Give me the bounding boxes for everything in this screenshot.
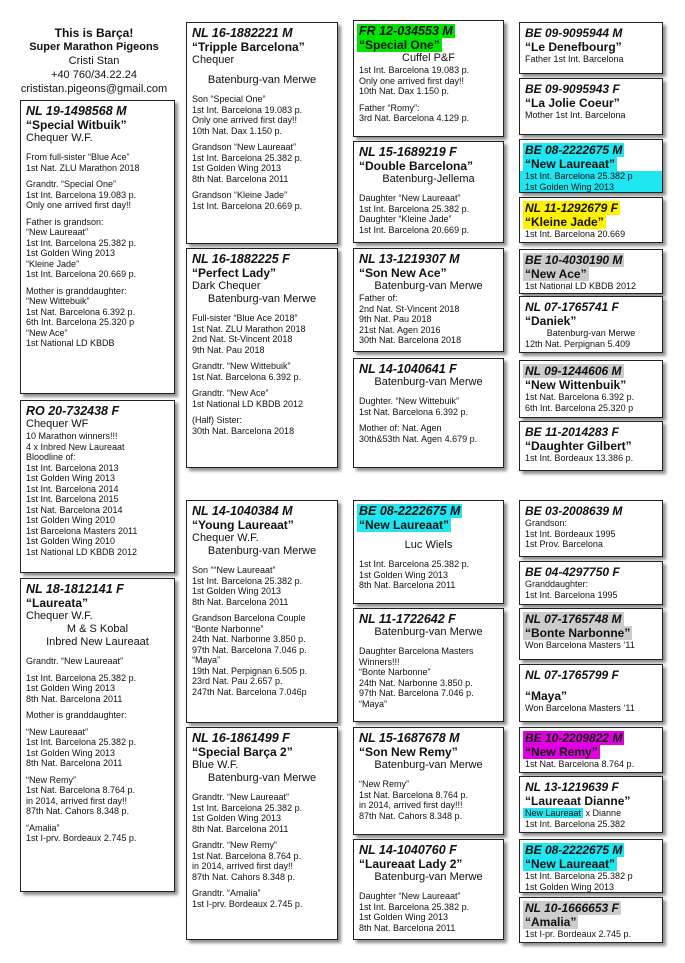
gen4-box-7 [519, 360, 663, 418]
pigeon-name: “Bonte Narbonne” [525, 626, 631, 640]
pedigree-info [525, 54, 657, 65]
gen4-box-16 [519, 897, 663, 943]
info-line: 8th Nat. Barcelona 2011 [359, 922, 456, 933]
info-line: Grandtr. “Amalia” [192, 888, 261, 898]
info-line: 1st Int. Barcelona 25.382 p. [359, 203, 470, 214]
gen4-box-12 [519, 664, 663, 722]
info-line: 1st Int. Barcelona 19.083 p. [26, 189, 137, 200]
info-line: 8th Nat. Barcelona 2011 [192, 823, 289, 834]
ring-number: NL 11-1722642 F [359, 612, 456, 626]
pigeon-color: Chequer W.F. [192, 532, 259, 544]
info-line: “New Laureaat” [26, 726, 89, 737]
info-line: 8th Nat. Barcelona 2011 [192, 596, 289, 607]
info-line: Grandson Barcelona Couple [192, 613, 306, 623]
ring-number: NL 16-1882225 F [192, 252, 290, 266]
info-line: 1st Golden Wing 2013 [192, 163, 282, 173]
info-line: 1st I-prv. Bordeaux 2.745 p. [192, 898, 303, 909]
info-line: 247th Nat. Barcelona 7.046p [192, 686, 307, 697]
pedigree-info [359, 559, 498, 591]
info-line: 97th Nat. Barcelona 7.046 p. [359, 688, 474, 698]
info-line: 3rd Nat. Barcelona 4.129 p. [359, 113, 470, 123]
info-line: Only one arrived first day!! [359, 75, 465, 86]
pigeon-name: “Daughter Gilbert” [525, 439, 632, 453]
pigeon-name: “Tripple Barcelona” [192, 40, 305, 54]
pigeon-color: Blue W.F. [192, 759, 239, 771]
info-line: 1st Int. Bordeaux 1995 [525, 528, 616, 539]
ring-number: NL 07-1765741 F [525, 300, 619, 314]
info-line: 1st National LD KBDB 2012 [26, 546, 138, 557]
breeder: M & S Kobal [66, 623, 129, 635]
info-line: 1st Int. Barcelona 2015 [26, 494, 119, 504]
info-line: “Bonte Narbonne” [192, 623, 264, 634]
info-line: 8th Nat. Barcelona 2011 [26, 693, 123, 704]
pigeon-name: “Special Barça 2” [192, 745, 293, 759]
info-line: Winners!!! [359, 656, 400, 667]
gen4-box-9 [519, 500, 663, 557]
gen2-box-4 [186, 727, 338, 940]
gen3-box-8 [353, 839, 504, 940]
info-line: 1st Nat. Barcelona 8.764 p. [359, 789, 469, 800]
info-line: 1st Int. Barcelona 1995 [525, 589, 618, 600]
ring-number: BE 10-4030190 M [525, 253, 623, 267]
pigeon-name: “Le Denefbourg” [525, 40, 622, 54]
info-line: From full-sister “Blue Ace” [26, 152, 130, 162]
info-line: 1st I-prv. Bordeaux 2.745 p. [26, 833, 137, 843]
info-line: 1st Int. Barcelona 25.382 p. [26, 672, 137, 683]
info-line: 1st Int. Barcelona 20.669 [525, 229, 626, 239]
info-line: “Amalia” [26, 822, 60, 833]
gen4-box-5 [519, 249, 663, 294]
info-line: Grandson “New Laureaat” [192, 142, 297, 152]
info-line: 1st Int. Barcelona 20.669 p. [192, 200, 303, 211]
pedigree-info [359, 891, 498, 933]
pedigree-info [525, 640, 657, 651]
info-line: 1st Int. Barcelona 25.382 p [525, 871, 633, 881]
ring-number: NL 18-1812141 F [26, 582, 124, 596]
info-line: Mother 1st Int. Barcelona [525, 110, 626, 120]
pigeon-name: “Special One” [359, 38, 440, 52]
info-line: “New Remy” [359, 779, 410, 789]
gen2-box-1 [186, 22, 338, 244]
highlight-parent: New Laureaat [525, 808, 582, 818]
pedigree-info [525, 339, 657, 350]
info-line: Grandtr. “New Laureaat” [192, 792, 290, 802]
pedigree-info [520, 171, 662, 192]
page-title: This is Barça! [54, 26, 134, 40]
info-line: 1st Nat. ZLU Marathon 2018 [192, 323, 306, 334]
info-line: 87th Nat. Cahors 8.348 p. [192, 871, 296, 882]
info-line: 1st Int. Barcelona 20.669 p. [26, 269, 137, 279]
pedigree-info [525, 703, 657, 714]
ring-number: BE 11-2014283 F [525, 425, 619, 439]
info-line: 8th Nat. Barcelona 2011 [359, 580, 456, 590]
breeder: Batenburg-van Merwe [207, 545, 317, 557]
breeder: Batenburg-van Merwe [374, 759, 483, 771]
breeder: Luc Wiels [404, 539, 453, 551]
info-line: 1st Int. Barcelona 2013 [26, 462, 119, 473]
info-line: 8th Nat. Barcelona 2011 [192, 173, 289, 184]
info-line: 10th Nat. Dax 1.150 p. [192, 125, 283, 136]
info-line: 1st Golden Wing 2013 [26, 747, 116, 758]
gen2-box-2 [186, 248, 338, 468]
info-line: 1st Int. Barcelona 25.382 [525, 818, 626, 829]
ring-number: BE 08-2222675 M [525, 143, 623, 157]
info-line: 1st Nat. ZLU Marathon 2018 [26, 162, 140, 173]
pigeon-name: “Laureaat Lady 2” [359, 857, 463, 871]
breeder: Batenburg-Jellema [382, 173, 475, 185]
info-line: 1st Nat. Barcelona 8.764 p. [26, 785, 136, 795]
info-line: 1st I-pr. Bordeaux 2.745 p. [525, 929, 632, 939]
info-line: 87th Nat. Cahors 8.348 p. [26, 806, 130, 816]
info-line: “New Wittebuik” [26, 296, 90, 306]
pigeon-name: “Special Witbuik” [26, 118, 127, 132]
ring-number: NL 15-1689219 F [359, 145, 457, 159]
info-line: Only one arrived first day!! [192, 115, 298, 125]
info-line: 1st Int. Barcelona 25.382 p. [26, 237, 137, 248]
info-line: 1st Golden Wing 2013 [525, 881, 615, 892]
info-line: Grandson “Kleine Jade” [192, 190, 288, 200]
pigeon-name: “Young Laureaat” [192, 518, 294, 532]
owner-name: Cristi Stan [68, 55, 120, 67]
gen3-box-7 [353, 727, 504, 835]
pigeon-color: Dark Chequer [192, 280, 261, 292]
ring-number: RO 20-732438 F [26, 404, 120, 418]
info-line: Won Barcelona Masters ‘11 [525, 640, 635, 650]
gen4-box-8 [519, 421, 663, 471]
gen4-box-1 [519, 22, 663, 74]
breeder: Batenburg-van Merwe [546, 328, 636, 338]
pigeon-name: “New Laureaat” [525, 157, 616, 171]
pigeon-name: “New Ace” [525, 267, 587, 281]
pedigree-info [359, 646, 498, 709]
info-line: 1st Barcelona Masters 2011 [26, 525, 138, 536]
ring-number: BE 03-2008639 M [525, 504, 623, 518]
owner-phone: +40 760/34.22.24 [51, 69, 137, 81]
breeder: Batenburg-van Merwe [207, 293, 317, 305]
pedigree-info [525, 110, 657, 121]
info-line: in 2014, arrived first day!!! [359, 800, 463, 810]
info-line: Grandtr. “New Remy” [192, 840, 278, 850]
info-line: “Kleine Jade” [26, 258, 80, 269]
info-line: 8th Nat. Barcelona 2011 [26, 758, 123, 768]
ring-number: NL 14-1040641 F [359, 362, 457, 376]
breeder: Batenburg-van Merwe [207, 772, 317, 784]
info-line: “Maya” [192, 655, 221, 665]
info-line: Grandtr. “New Ace” [192, 388, 269, 398]
pedigree-info [26, 152, 169, 349]
info-line: 6th Int. Barcelona 25.320 p [525, 402, 634, 413]
info-line: Bloodline of: [26, 452, 76, 462]
info-line: 1st National LD KBDB 2012 [192, 398, 304, 409]
info-line: “New Remy” [26, 774, 77, 785]
info-line: Grandtr. “New Laureaat” [26, 656, 124, 666]
pedigree-info [525, 229, 657, 240]
info-line: Dughter. “New Wittebuik” [359, 396, 460, 406]
pigeon-name: “New Wittenbuik” [525, 378, 627, 392]
info-line: 1st Int. Barcelona 25.382 p. [192, 802, 303, 813]
gen3-box-3 [353, 248, 504, 352]
pedigree-info [359, 293, 498, 346]
info-line: Daughter “New Laureaat” [359, 891, 461, 901]
info-line: Mother of: Nat. Agen [359, 423, 442, 433]
pigeon-name: “Laureata” [26, 596, 89, 610]
pedigree-info [192, 565, 332, 697]
info-line: Son ““New Laureaat” [192, 565, 276, 575]
breeding-note: Inbred New Laureaat [46, 636, 149, 648]
pedigree-info [525, 392, 657, 413]
gen4-box-14 [519, 776, 663, 833]
gen3-box-1 [353, 20, 504, 137]
ring-number: NL 13-1219639 F [525, 780, 619, 794]
pedigree-info [525, 518, 657, 550]
ring-number: NL 14-1040760 F [359, 843, 457, 857]
info-line: 1st Nat. Barcelona 8.764 p. [192, 850, 302, 861]
ring-number: NL 13-1219307 M [359, 252, 460, 266]
info-line: Daughter Barcelona Masters [359, 646, 474, 656]
info-line: 1st Golden Wing 2013 [359, 912, 449, 922]
info-line: 4 x Inbred New Laureaat [26, 441, 125, 452]
pigeon-name: “New Laureaat” [359, 518, 450, 532]
info-line: Grandtr. “Special One” [26, 179, 117, 189]
info-line: 12th Nat. Perpignan 5.409 [525, 338, 631, 349]
ring-number: NL 15-1687678 M [359, 731, 460, 745]
info-line: 1st Int. Barcelona 19.083 p. [192, 104, 303, 115]
info-line: Father is grandson: [26, 216, 104, 227]
pigeon-name: “Perfect Lady” [192, 266, 277, 280]
info-line: 1st Int. Barcelona 19.083 p. [359, 65, 470, 75]
info-line: Only one arrived first day!! [26, 200, 132, 210]
info-line: Grandson: [525, 518, 568, 528]
info-line: 1st Int. Barcelona 2014 [26, 483, 119, 494]
page-subtitle: Super Marathon Pigeons [29, 41, 159, 53]
info-line: 1st Golden Wing 2013 [192, 813, 282, 823]
pigeon-name: “New Remy” [525, 745, 598, 759]
info-line: 19th Nat. Perpignan 6.505 p. [192, 665, 308, 676]
info-line: 10th Nat. Dax 1.150 p. [359, 86, 450, 96]
pigeon-name: “Son New Ace” [359, 266, 447, 280]
owner-email[interactable]: crististan.pigeons@gmail.com [20, 83, 168, 95]
pigeon-name: “Kleine Jade” [525, 215, 604, 229]
gen1-bottom-box [20, 578, 175, 892]
gen3-box-2 [353, 141, 504, 243]
info-line: Grandtr. “New Wittebuik” [192, 361, 291, 371]
gen4-box-11 [519, 608, 663, 660]
info-line: 1st Golden Wing 2010 [26, 536, 116, 546]
ring-number: NL 09-1244606 M [525, 364, 622, 378]
info-line: 1st Golden Wing 2013 [359, 569, 449, 580]
info-line: 1st Int. Barcelona 25.382 p. [192, 575, 303, 586]
info-line: 23rd Nat. Pau 2.657 p. [192, 676, 283, 686]
pedigree-info [192, 94, 332, 211]
gen3-box-4 [353, 358, 504, 468]
pedigree-info [26, 431, 169, 557]
gen3-box-5 [353, 500, 504, 604]
info-line: Daughter “New Laureaat” [359, 193, 461, 203]
info-line: 1st Golden Wing 2013 [26, 683, 116, 693]
pigeon-name: “Double Barcelona” [359, 159, 474, 173]
gen4-box-15 [519, 839, 663, 893]
breeder: Batenburg-van Merwe [374, 871, 483, 883]
info-line: “Maya” [359, 698, 388, 709]
pedigree-info [359, 193, 498, 235]
pigeon-name: “Daniek” [525, 314, 577, 328]
info-line: 1st Int. Bordeaux 13.386 p. [525, 453, 634, 463]
info-line: (Half) Sister: [192, 415, 243, 425]
info-line: 1st Golden Wing 2013 [26, 473, 116, 483]
info-line: Granddaughter: [525, 579, 589, 589]
info-line: 87th Nat. Cahors 8.348 p. [359, 810, 463, 821]
pedigree-info [525, 281, 657, 292]
info-line: in 2014, arrived first day!! [26, 795, 128, 806]
breeder: Batenburg-van Merwe [374, 376, 483, 388]
info-line: 30th&53th Nat. Agen 4.679 p. [359, 433, 478, 444]
pigeon-name: “Maya” [525, 689, 568, 703]
ring-number: NL 11-1292679 F [525, 201, 618, 215]
pedigree-info [192, 313, 332, 436]
info-line: “New Laureaat” [26, 227, 89, 237]
info-line: 1st Golden Wing 2013 [525, 181, 615, 192]
info-line: Father of: [359, 293, 398, 303]
pedigree-info [525, 871, 657, 892]
ring-number: BE 09-9095944 M [525, 26, 623, 40]
gen4-box-10 [519, 561, 663, 605]
info-line: in 2014, arrived first day!! [192, 861, 294, 871]
info-line: 24th Nat. Narbonne 3.850 p. [192, 634, 306, 644]
gen4-box-4 [519, 197, 663, 243]
owner-header [14, 26, 174, 96]
info-line: 1st Nat. Barcelona 6.392 p. [192, 371, 302, 382]
ring-number: FR 12-034553 M [359, 24, 453, 38]
ring-number: NL 07-1765799 F [525, 668, 619, 682]
info-line: Father “Romy”: [359, 102, 420, 113]
gen2-box-3 [186, 500, 338, 723]
info-line: 1st Nat. Barcelona 6.392 p. [525, 392, 635, 402]
info-line: 1st Int. Barcelona 25.382 p. [359, 901, 470, 912]
info-line: 1st Int. Barcelona 20.669 p. [359, 224, 470, 235]
ring-number: NL 10-1666653 F [525, 901, 619, 915]
info-line: 6th Int. Barcelona 25.320 p [26, 317, 135, 327]
info-line: 1st Nat. Barcelona 6.392 p. [26, 306, 136, 317]
info-line: Mother is granddaughter: [26, 710, 127, 720]
info-line: 1st Int. Barcelona 25.382 p. [359, 559, 470, 569]
info-line: 1st Nat. Barcelona 2014 [26, 504, 123, 515]
info-line: 1st Golden Wing 2010 [26, 515, 116, 525]
pigeon-name: “La Jolie Coeur” [525, 96, 620, 110]
gen4-box-2 [519, 78, 663, 135]
info-line: 1st Int. Barcelona 25.382 p [525, 171, 633, 181]
info-line: 30th Nat. Barcelona 2018 [359, 335, 462, 345]
pedigree-info [359, 396, 498, 444]
pigeon-color: Chequer W.F. [26, 132, 93, 144]
info-line: 2nd Nat. St-Vincent 2018 [192, 334, 293, 344]
info-line: 1st Nat. Barcelona 6.392 p. [359, 406, 469, 417]
pedigree-info [525, 759, 657, 770]
info-line: “New Ace” [26, 327, 68, 338]
info-line: 2nd Nat. St-Vincent 2018 [359, 303, 460, 314]
pedigree-info [359, 779, 498, 821]
pedigree-info [525, 579, 657, 600]
pedigree-info [525, 929, 657, 940]
gen3-box-6 [353, 608, 504, 722]
info-line: 1st National LD KBDB 2012 [525, 281, 637, 291]
info-line: Mother is granddaughter: [26, 285, 127, 296]
breeder: Cuffel P&F [402, 52, 455, 64]
info-line: 97th Nat. Barcelona 7.046 p. [192, 644, 307, 655]
info-line: Full-sister “Blue Ace 2018” [192, 313, 298, 323]
info-line: Daughter “Kleine Jade” [359, 214, 452, 224]
info-line: “Bonte Narbonne” [359, 667, 431, 677]
info-line: 1st Prov. Barcelona [525, 539, 603, 549]
ring-number: NL 07-1765748 M [525, 612, 622, 626]
pigeon-name: “Laureaat Dianne” [525, 794, 631, 808]
info-line: 1st Int. Barcelona 25.382 p. [192, 152, 303, 163]
info-line: Won Barcelona Masters ‘11 [525, 703, 635, 713]
ring-number: BE 10-2209822 M [525, 731, 623, 745]
gen4-box-6 [519, 296, 663, 353]
breeder: Batenburg-van Merwe [207, 74, 317, 86]
pedigree-info [26, 656, 169, 844]
pigeon-color: Chequer [192, 54, 235, 66]
info-line: 24th Nat. Narbonne 3.850 p. [359, 677, 473, 688]
breeder: Batenburg-van Merwe [374, 280, 483, 292]
ring-number: NL 16-1882221 M [192, 26, 293, 40]
info-line: 30th Nat. Barcelona 2018 [192, 425, 295, 436]
pigeon-color: Chequer W.F. [26, 610, 93, 622]
pedigree-info [525, 453, 657, 464]
info-line: Father 1st Int. Barcelona [525, 54, 624, 64]
ring-number: BE 08-2222675 M [359, 504, 461, 518]
pigeon-color: Chequer WF [26, 418, 89, 430]
pedigree-info [192, 792, 332, 909]
pigeon-name: “Amalia” [525, 915, 577, 929]
pigeon-name: “New Laureaat” [525, 857, 616, 871]
info-line: 10 Marathon winners!!! [26, 431, 118, 441]
gen1-top-box [20, 100, 175, 394]
info-line: 9th Nat. Pau 2018 [192, 344, 265, 355]
ring-number: BE 09-9095943 F [525, 82, 620, 96]
gen1-mid-box [20, 400, 175, 573]
info-line: 1st National LD KBDB [26, 338, 115, 348]
info-line: 1st Golden Wing 2013 [26, 248, 116, 258]
ring-number: NL 14-1040384 M [192, 504, 293, 518]
ring-number: BE 04-4297750 F [525, 565, 620, 579]
pigeon-name: “Son New Remy” [359, 745, 458, 759]
gen4-box-13 [519, 727, 663, 773]
breeder: Batenburg-van Merwe [374, 626, 483, 638]
cross-note: x Dianne [583, 808, 622, 818]
gen4-box-3 [519, 139, 663, 193]
pedigree-info [525, 819, 657, 830]
info-line: 9th Nat. Pau 2018 [359, 314, 432, 324]
info-line: 1st Nat. Barcelona 8.764 p. [525, 759, 635, 769]
ring-number: BE 08-2222675 M [525, 843, 623, 857]
info-line: 21st Nat. Agen 2016 [359, 324, 441, 335]
ring-number: NL 16-1861499 F [192, 731, 290, 745]
info-line: 1st Int. Barcelona 25.382 p. [26, 737, 137, 747]
info-line: 1st Golden Wing 2013 [192, 586, 282, 596]
ring-number: NL 19-1498568 M [26, 104, 127, 118]
info-line: Son “Special One” [192, 94, 266, 104]
pedigree-info [359, 65, 498, 124]
